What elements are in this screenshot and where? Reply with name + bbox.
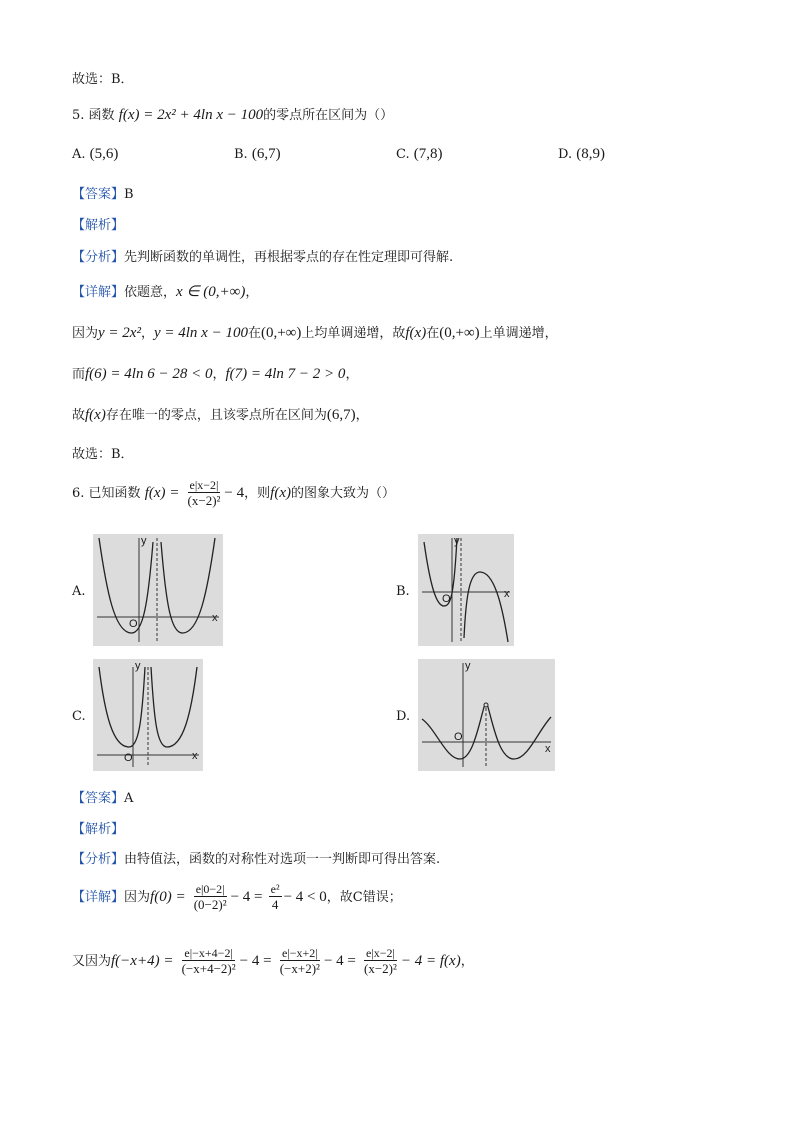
text: ，故C错误； — [326, 890, 402, 905]
xiangjie-line-2 — [72, 322, 558, 342]
answer-tag: 【答案】 — [72, 791, 125, 806]
question-number: 5. — [72, 108, 85, 123]
option-c-letter[interactable]: C. — [72, 709, 86, 724]
formula: f(0) = — [150, 889, 186, 905]
formula: f(−x+4) = — [111, 953, 174, 969]
numerator: e|x−2| — [189, 478, 219, 492]
numerator: e|−x+2| — [281, 946, 318, 960]
option-d[interactable] — [558, 146, 605, 163]
formula: f(x) — [85, 407, 106, 423]
answer-line — [72, 183, 134, 202]
x-axis-label: x — [212, 612, 218, 624]
formula: y = 2x² — [98, 325, 141, 341]
xiangjie-line-6-2 — [72, 946, 474, 977]
answer-tag: 【答案】 — [72, 187, 125, 202]
fenxi-line — [72, 246, 453, 265]
text: 上均单调递增，故 — [301, 326, 406, 341]
text: ， — [345, 367, 359, 382]
option-letter: B. — [234, 147, 248, 162]
formula: x ∈ (0,+∞) — [176, 284, 246, 300]
denominator: (−x+4−2)² — [181, 961, 236, 976]
formula: (0,+∞) — [260, 325, 302, 341]
fenxi-tag: 【分析】 — [72, 852, 125, 867]
fraction — [180, 946, 238, 977]
stem-suffix: 的零点所在区间为（） — [263, 108, 394, 123]
x-axis-label: x — [545, 743, 551, 755]
text: ， — [460, 954, 474, 969]
numerator: e|0−2| — [195, 882, 225, 896]
origin-label: O — [124, 752, 133, 764]
analysis-heading — [72, 214, 124, 233]
graph-a-plot — [93, 534, 223, 646]
option-value: (7,8) — [413, 146, 443, 162]
numerator: e|x−2| — [365, 946, 395, 960]
graph-c[interactable] — [93, 659, 203, 771]
numerator: e|−x+4−2| — [184, 946, 233, 960]
option-value: (6,7) — [251, 146, 281, 162]
origin-label: O — [129, 618, 138, 630]
answer-line-6 — [72, 787, 133, 806]
denominator: (x−2)² — [364, 961, 397, 976]
numerator: e² — [270, 882, 280, 896]
option-d-letter[interactable]: D. — [396, 709, 411, 724]
text: ，则 — [244, 486, 271, 501]
formula: f(x) — [405, 325, 427, 341]
formula: − 4 — [224, 485, 245, 501]
y-axis-label: y — [135, 660, 141, 672]
xiangjie-line-6-1 — [72, 882, 402, 913]
stem-prefix: 已知函数 — [88, 486, 141, 501]
question-number: 6. — [72, 486, 85, 501]
analysis-tag: 【解析】 — [72, 822, 125, 837]
stem-formula: f(x) = 2x² + 4ln x − 100 — [118, 107, 264, 123]
formula: (6,7) — [326, 407, 356, 423]
formula: − 4 = f(x) — [400, 953, 461, 969]
xiangjie-tag: 【详解】 — [72, 890, 125, 905]
y-axis-label: y — [465, 660, 471, 672]
formula: − 4 = — [230, 889, 263, 905]
xiangjie-line-1 — [72, 281, 258, 301]
xiangjie-line-4 — [72, 404, 369, 424]
option-c[interactable] — [396, 146, 443, 163]
text: ， — [212, 367, 226, 382]
fraction — [278, 946, 322, 977]
formula: f(x) — [270, 485, 291, 501]
x-axis-label: x — [504, 588, 510, 600]
formula: − 4 = — [239, 953, 272, 969]
option-a-letter[interactable]: A. — [72, 584, 86, 599]
formula: − 4 < 0 — [283, 889, 327, 905]
graph-b[interactable] — [418, 534, 514, 646]
analysis-heading-6 — [72, 818, 124, 837]
text: 故 — [72, 408, 86, 423]
formula: f(x) = — [144, 485, 180, 501]
graph-c-plot — [93, 659, 203, 771]
text: 依题意， — [124, 285, 177, 300]
formula: − 4 = — [323, 953, 356, 969]
y-axis-label: y — [454, 535, 460, 547]
text: 而 — [72, 367, 86, 382]
fenxi-line-6 — [72, 848, 440, 867]
xiangjie-line-3 — [72, 363, 358, 383]
origin-label: O — [442, 593, 451, 605]
denominator: 4 — [271, 897, 279, 912]
formula: f(7) = 4ln 7 − 2 > 0 — [225, 366, 346, 382]
conclusion-line-2: 故选：B． — [72, 447, 134, 462]
option-b-letter[interactable]: B. — [396, 584, 410, 599]
option-b[interactable] — [234, 146, 281, 163]
text: 又因为 — [72, 954, 112, 969]
formula: f(6) = 4ln 6 − 28 < 0 — [85, 366, 213, 382]
option-value: (5,6) — [89, 146, 119, 162]
analysis-tag: 【解析】 — [72, 218, 125, 233]
text: ， — [140, 326, 154, 341]
denominator: (−x+2)² — [279, 961, 320, 976]
question-6-stem — [72, 478, 395, 509]
y-axis-label: y — [141, 535, 147, 547]
origin-label: O — [454, 731, 463, 743]
fenxi-text: 由特值法，函数的对称性对选项一一判断即可得出答案. — [124, 852, 441, 867]
option-letter: D. — [558, 147, 573, 162]
graph-d[interactable] — [418, 659, 555, 771]
text: 因为 — [124, 890, 151, 905]
fraction — [192, 882, 229, 913]
text: 在 — [426, 326, 440, 341]
option-value: (8,9) — [576, 146, 605, 162]
text: 上单调递增， — [479, 326, 558, 341]
graph-b-plot — [418, 534, 514, 646]
formula: y = 4ln x − 100 — [153, 325, 248, 341]
stem-prefix: 函数 — [88, 108, 115, 123]
x-axis-label: x — [192, 750, 198, 762]
text: 因为 — [72, 326, 99, 341]
text: ， — [355, 408, 369, 423]
text: 在 — [247, 326, 261, 341]
stem-suffix: 的图象大致为（） — [290, 486, 395, 501]
fenxi-text: 先判断函数的单调性，再根据零点的存在性定理即可得解. — [124, 250, 454, 265]
fraction — [186, 478, 223, 509]
option-a[interactable] — [72, 146, 118, 163]
fraction — [269, 882, 282, 913]
option-letter: C. — [396, 147, 410, 162]
formula: (0,+∞) — [439, 325, 480, 341]
text: 存在唯一的零点，且该零点所在区间为 — [105, 408, 327, 423]
answer-value: B — [124, 187, 134, 202]
graph-d-plot — [418, 659, 555, 771]
denominator: (0−2)² — [193, 897, 227, 912]
option-letter: A. — [72, 147, 86, 162]
fenxi-tag: 【分析】 — [72, 250, 125, 265]
answer-value: A — [124, 791, 134, 806]
text: ， — [245, 285, 259, 300]
denominator: (x−2)² — [187, 493, 221, 508]
fraction — [362, 946, 399, 977]
conclusion-line: 故选：B． — [72, 72, 134, 87]
graph-a[interactable] — [93, 534, 223, 646]
question-5-stem — [72, 104, 393, 124]
xiangjie-tag: 【详解】 — [72, 285, 125, 300]
